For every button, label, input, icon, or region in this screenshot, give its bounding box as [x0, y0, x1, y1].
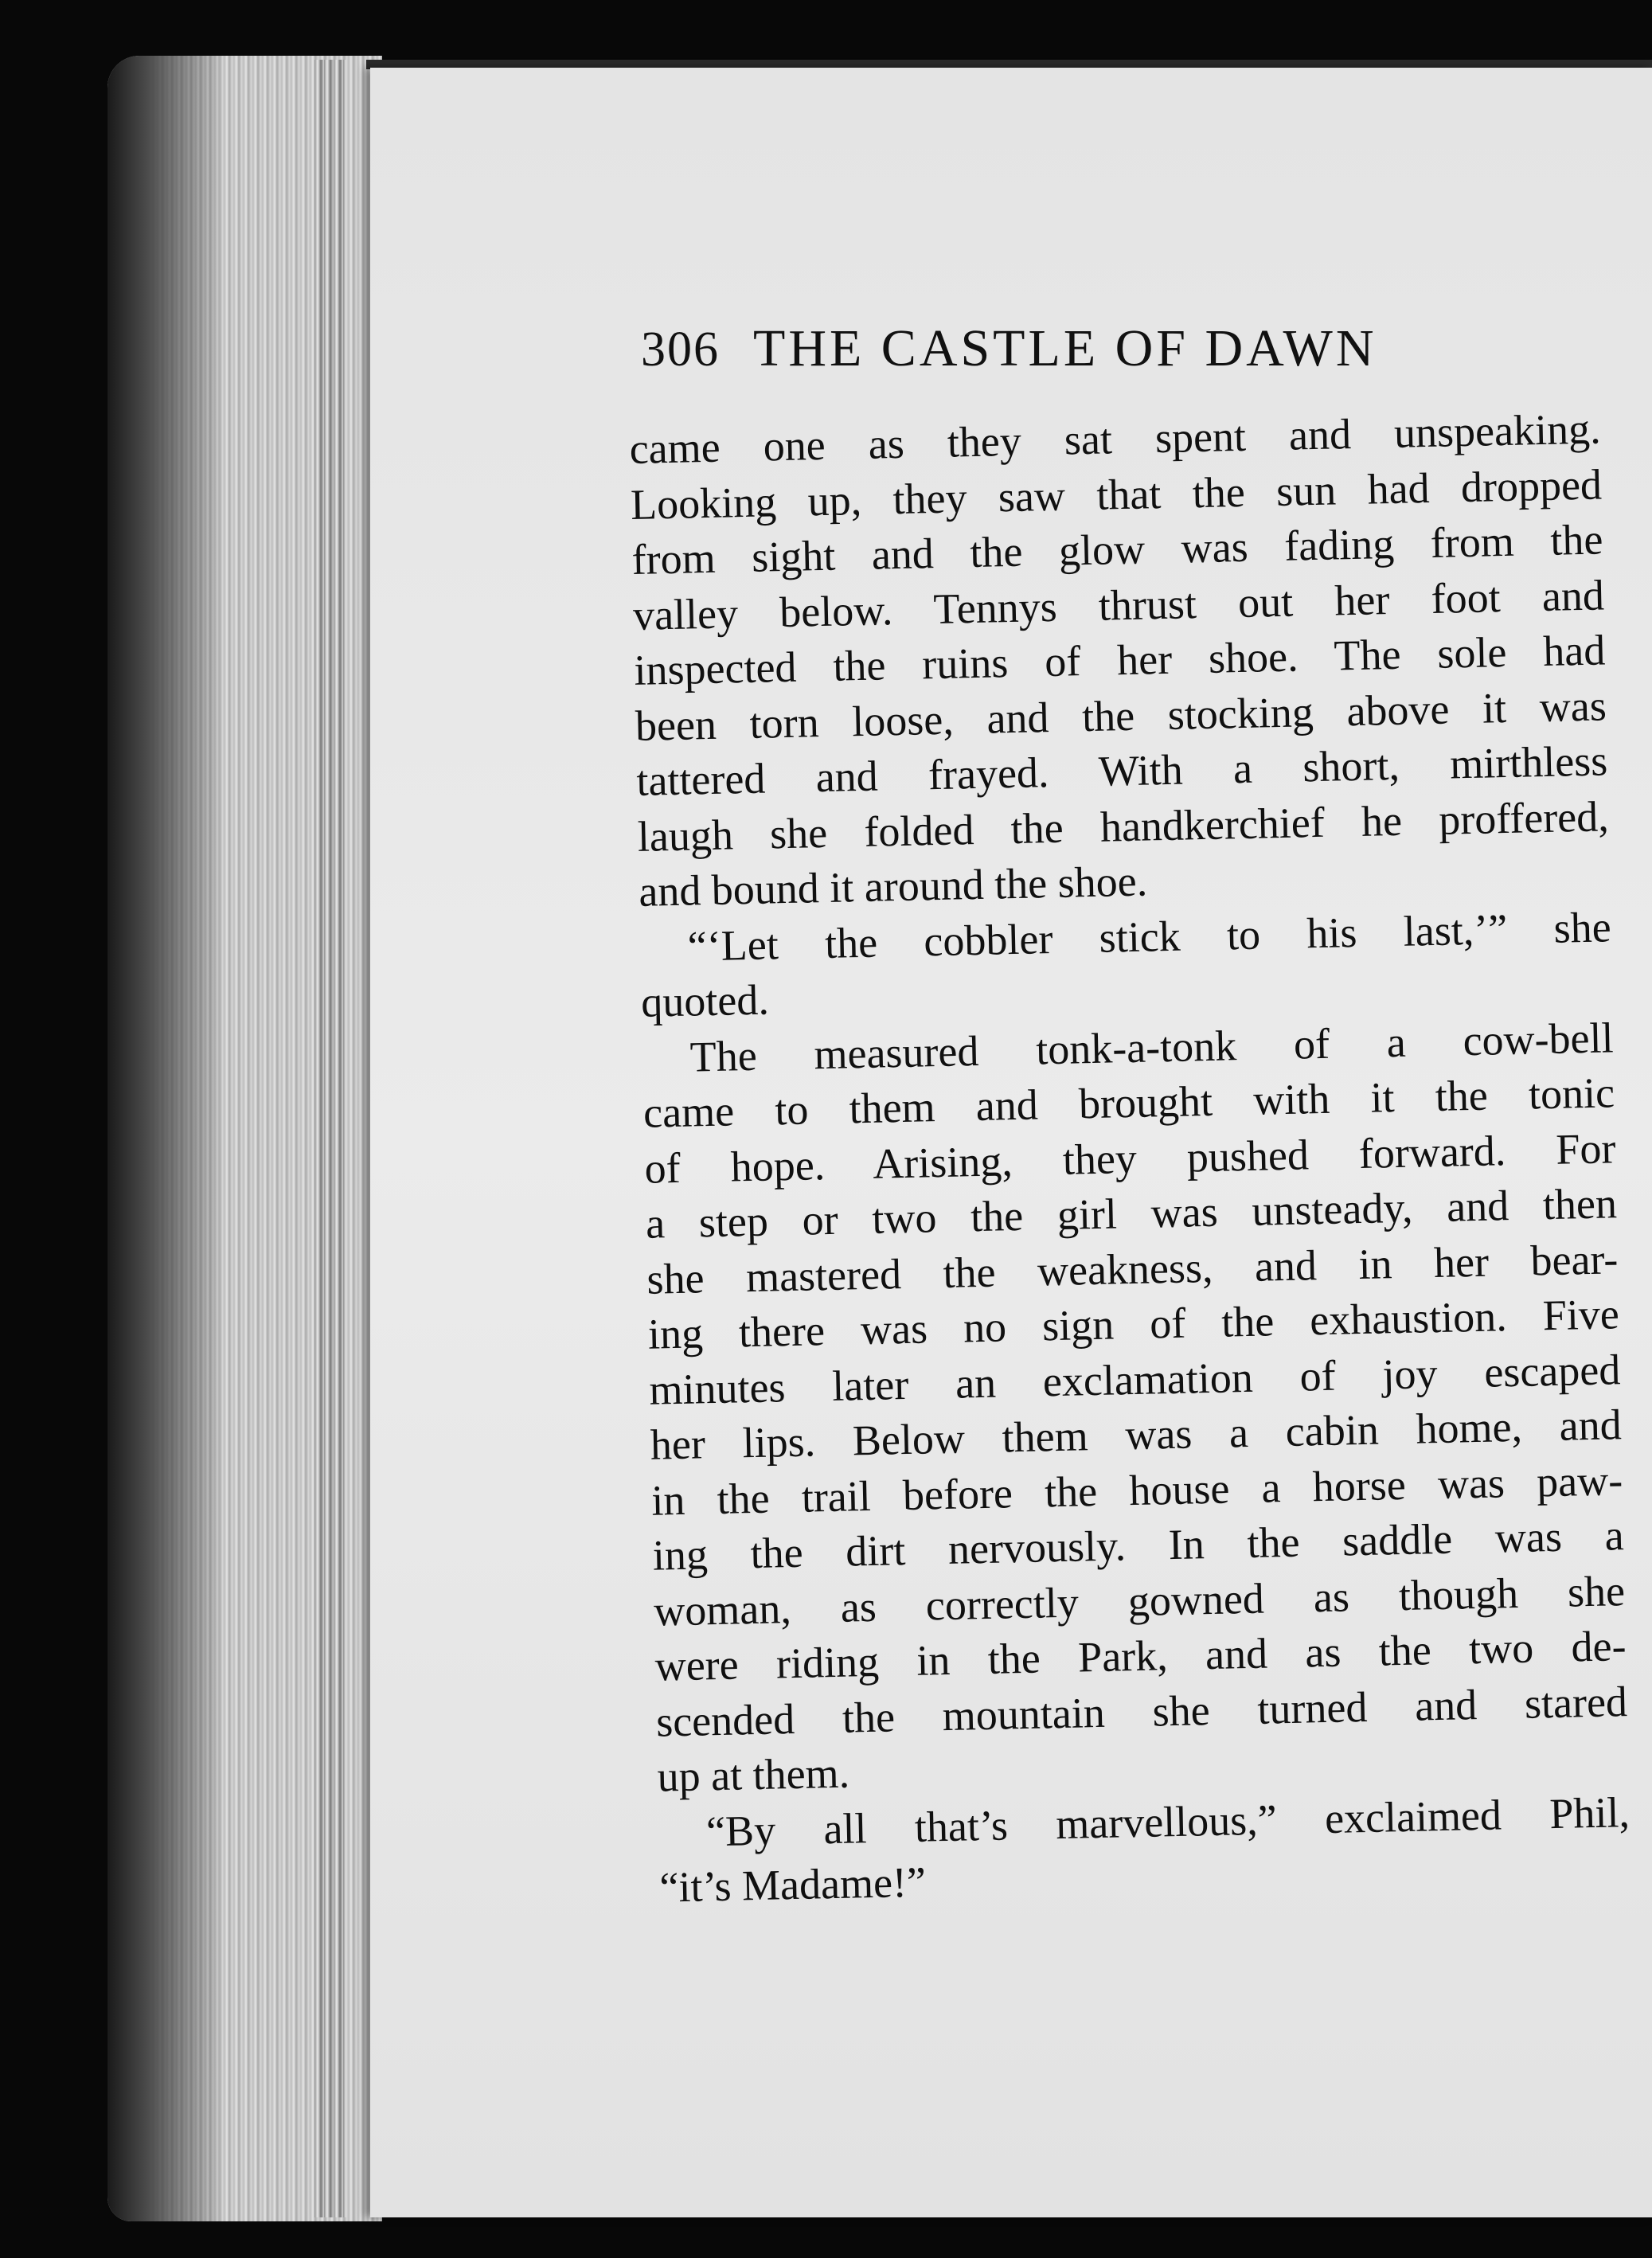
text-line: “‘Let the cobbler stick to his last,’” she [687, 902, 1612, 971]
text-line: been torn loose, and the stocking above it was [635, 681, 1607, 750]
paragraph-1 [629, 401, 1611, 920]
paragraph-2 [639, 900, 1613, 1031]
paragraph-3 [642, 1010, 1629, 1805]
text-line: ing there was no sign of the exhaustion. Five [647, 1290, 1620, 1358]
text-line: scended the mountain she turned and stared [655, 1677, 1628, 1746]
text-line: of hope. Arising, they pushed forward. For [644, 1123, 1616, 1193]
text-line: quoted. [640, 975, 770, 1026]
text-line: came to them and brought with it the tonic [642, 1068, 1615, 1137]
text-line: a step or two the girl was unsteady, and then [645, 1179, 1618, 1248]
book-title: THE CASTLE OF DAWN [753, 319, 1377, 377]
text-line: inspected the ruins of her shoe. The sole had [633, 626, 1606, 694]
text-line: ing the dirt nervously. In the saddle was a [652, 1511, 1625, 1580]
text-line: “it’s Madame!” [658, 1858, 927, 1912]
running-head [641, 318, 1377, 379]
book-spine-shadow [107, 56, 219, 2221]
text-line: minutes later an exclamation of joy escaped [648, 1345, 1621, 1414]
paragraph-4 [658, 1785, 1631, 1916]
text-line: “By all that’s marvellous,” exclaimed Phil, [705, 1787, 1631, 1855]
text-line: laugh she folded the handkerchief he proffered, [637, 791, 1610, 861]
text-line: tattered and frayed. With a short, mirthless [635, 736, 1608, 805]
page-number: 306 [641, 322, 720, 377]
text-line: valley below. Tennys thrust out her foot and [632, 570, 1605, 639]
text-line: Looking up, they saw that the sun had dropped [630, 459, 1603, 529]
text-line: were riding in the Park, and as the two de- [654, 1622, 1627, 1690]
text-line: came one as they sat spent and unspeaking. [629, 404, 1602, 473]
text-line: The measured tonk-a-tonk of a cow-bell [689, 1013, 1615, 1081]
text-line: and bound it around the shoe. [638, 857, 1148, 916]
text-line: woman, as correctly gowned as though she [653, 1566, 1626, 1635]
text-line: up at them. [657, 1748, 850, 1801]
text-line: she mastered the weakness, and in her bear- [646, 1234, 1619, 1303]
body-text [629, 401, 1631, 1916]
text-line: her lips. Below them was a cabin home, and [650, 1401, 1623, 1469]
book-gutter [314, 60, 346, 2217]
text-line: from sight and the glow was fading from the [631, 515, 1603, 584]
text-line: in the trail before the house a horse was paw- [650, 1455, 1623, 1525]
